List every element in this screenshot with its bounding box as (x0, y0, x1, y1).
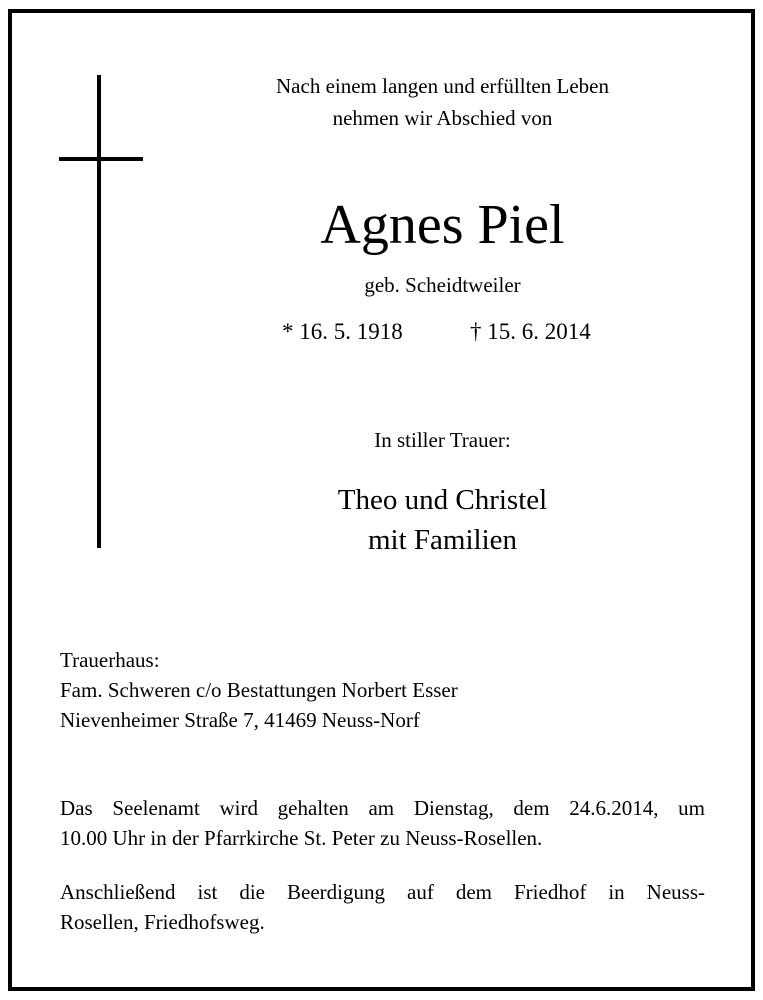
service-line: 10.00 Uhr in der Pfarrkirche St. Peter zu Neuss-Rosellen. (60, 826, 543, 850)
cross-icon-bar (59, 157, 143, 161)
mourning-house (60, 645, 705, 735)
mourners-line: Theo und Christel (337, 484, 548, 516)
mourning-label: In stiller Trauer: (374, 428, 511, 452)
cross-icon (97, 75, 101, 548)
burial-line: Anschließend ist die Beerdigung auf dem Friedhof in Neuss- (60, 880, 705, 904)
intro-line: Nach einem langen und erfüllten Leben (276, 74, 609, 98)
intro-text (160, 70, 725, 134)
burial-info (60, 877, 705, 937)
house-line: Fam. Schweren c/o Bestattungen Norbert Esser (60, 678, 458, 702)
mourners-line: mit Familien (367, 524, 518, 556)
deceased-name: Agnes Piel (320, 194, 565, 256)
house-line: Nievenheimer Straße 7, 41469 Neuss-Norf (60, 708, 420, 732)
service-line: Das Seelenamt wird gehalten am Dienstag, dem 24.6.2014, um (60, 796, 705, 820)
mourners (160, 480, 725, 560)
service-info (60, 793, 705, 853)
house-label: Trauerhaus: (60, 648, 160, 672)
intro-line: nehmen wir Abschied von (332, 106, 553, 130)
death-date: † 15. 6. 2014 (470, 319, 591, 344)
burial-line: Rosellen, Friedhofsweg. (60, 910, 265, 934)
birth-name: geb. Scheidtweiler (364, 273, 521, 297)
birth-date: * 16. 5. 1918 (282, 319, 403, 344)
